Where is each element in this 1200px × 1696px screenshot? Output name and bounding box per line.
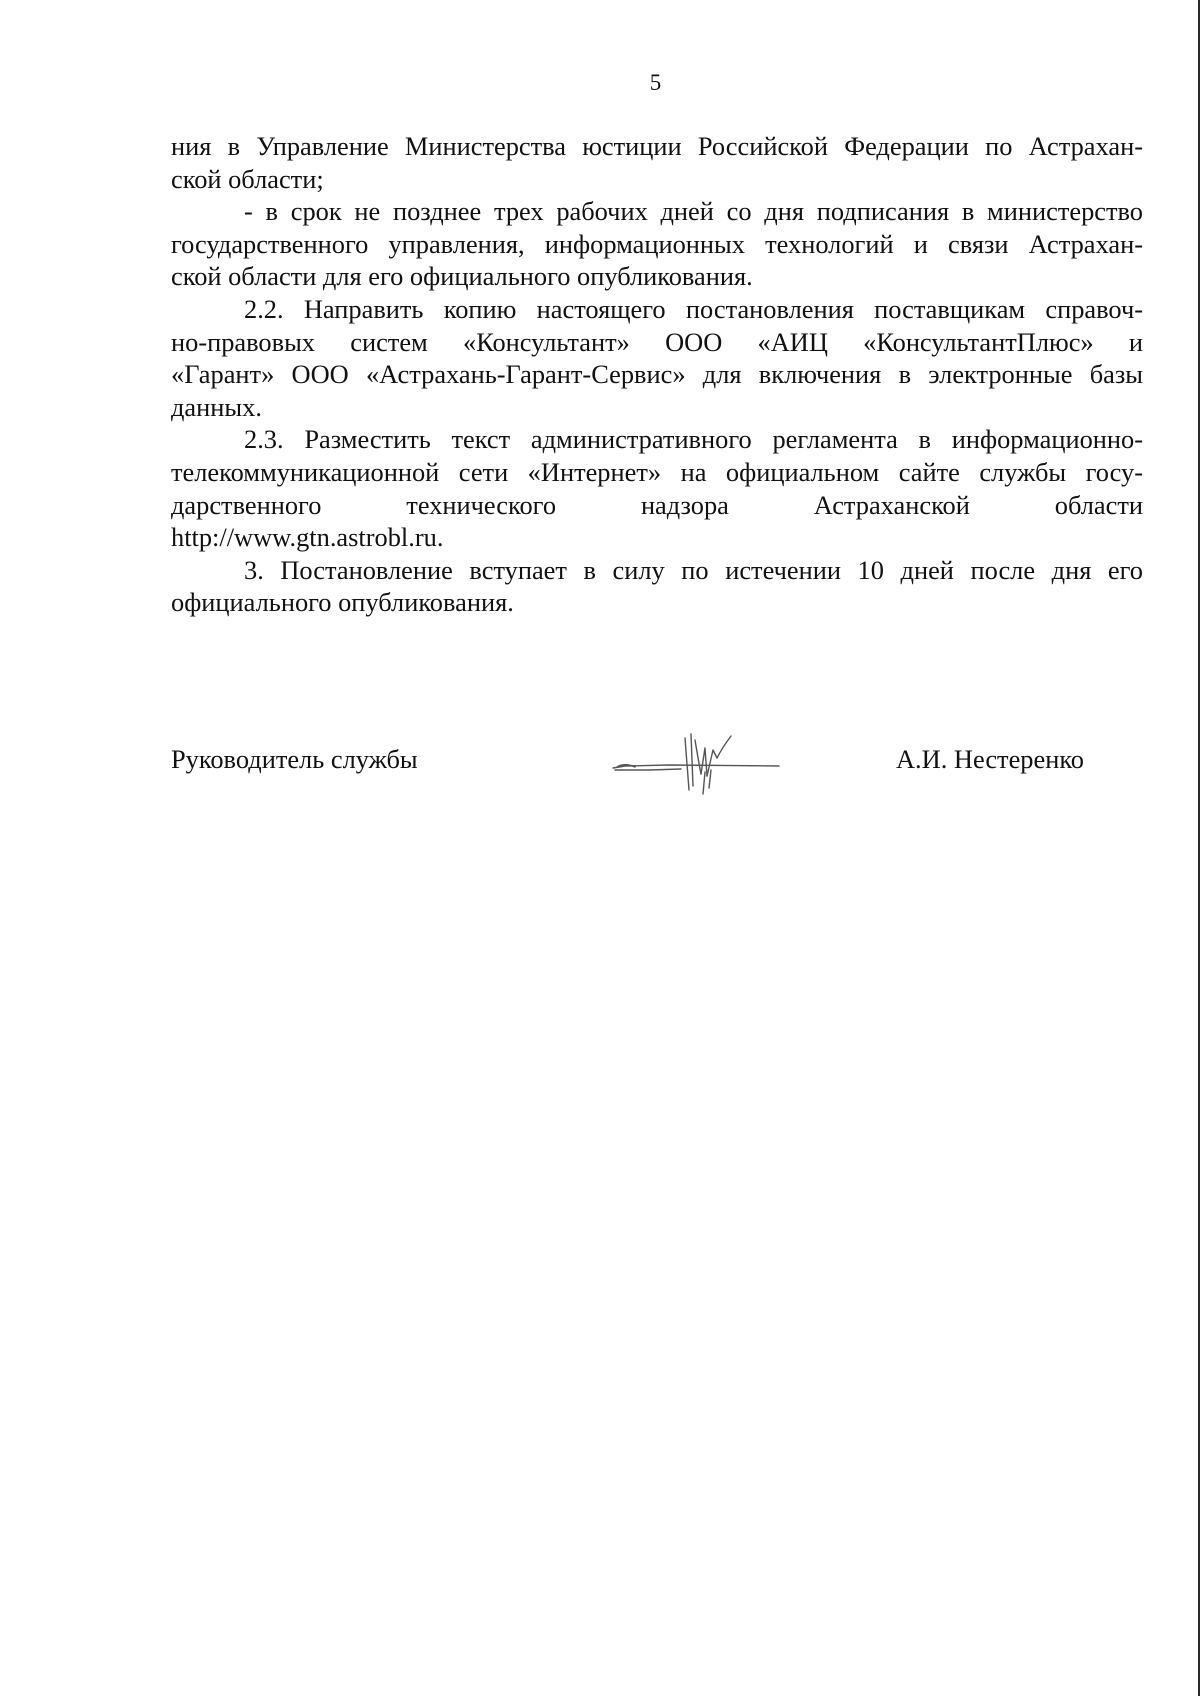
text-line: 3. Постановление вступает в силу по истечении 10 дней после дня его: [244, 554, 1143, 585]
text-line: дарственного технического надзора Астраханской области: [171, 489, 1143, 520]
text-line: ской области;: [171, 163, 324, 194]
text-line: - в срок не позднее трех рабочих дней со дня подписания в министерство: [244, 196, 1143, 227]
text-line: но-правовых систем «Консультант» ООО «АИЦ «КонсультантПлюс» и: [171, 326, 1143, 357]
text-line: 2.2. Направить копию настоящего постановления поставщикам справоч-: [244, 293, 1143, 324]
signature-block: [171, 742, 1143, 792]
signatory-name: А.И. Нестеренко: [896, 744, 1085, 774]
text-line: ния в Управление Министерства юстиции Российской Федерации по Астрахан-: [171, 131, 1143, 161]
url-line: http://www.gtn.astrobl.ru.: [171, 522, 444, 553]
text-line: телекоммуникационной сети «Интернет» на официальном сайте службы госу-: [171, 456, 1143, 487]
handwritten-signature: [609, 728, 793, 800]
text-line: официального опубликования.: [171, 587, 514, 618]
signatory-position: Руководитель службы: [171, 744, 418, 774]
text-line: 2.3. Разместить текст административного регламента в информационно-: [244, 424, 1143, 455]
document-body: [171, 130, 1143, 619]
text-line: государственного управления, информационных технологий и связи Астрахан-: [171, 228, 1143, 259]
text-line: данных.: [171, 391, 262, 422]
page-number: 5: [649, 70, 662, 95]
text-line: «Гарант» ООО «Астрахань-Гарант-Сервис» для включения в электронные базы: [171, 359, 1143, 390]
text-line: ской области для его официального опубликования.: [171, 261, 753, 292]
